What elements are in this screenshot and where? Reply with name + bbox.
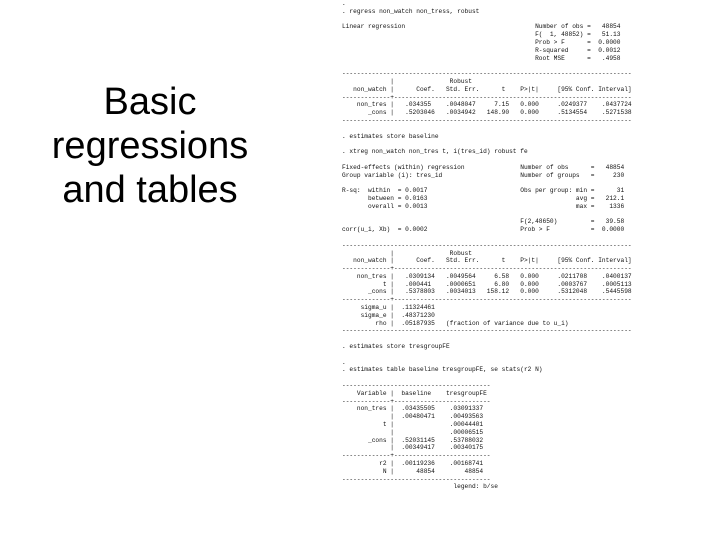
output-line [342, 62, 720, 70]
output-line: Root MSE = .4958 [342, 54, 621, 62]
output-line: -------------+---------------------------------------------------------------- [342, 265, 632, 273]
output-line: Linear regression Number of obs = 48854 [342, 23, 621, 31]
output-line: rho | .05187935 (fraction of variance due to u_i) [342, 319, 569, 327]
output-line: corr(u_i, Xb) = 0.0002 Prob > F = 0.0000 [342, 226, 625, 234]
output-line [342, 179, 720, 187]
output-line: | .00480471 .00493563 [342, 413, 484, 421]
output-line [342, 125, 720, 133]
output-line: . xtreg non_watch non_tres t, i(tres_id) robust fe [342, 148, 528, 156]
output-line: R-squared = 0.0012 [342, 46, 621, 54]
output-line: -------------+-------------------------- [342, 397, 491, 405]
output-line: ------------------------------------------------------------------------------ [342, 327, 632, 335]
output-line [342, 211, 720, 219]
output-line [342, 374, 720, 382]
output-line: . estimates table baseline tresgroupFE, se stats(r2 N) [342, 366, 543, 374]
output-line [342, 351, 720, 359]
output-line: r2 | .00119236 .00168741 [342, 460, 484, 468]
slide-title [30, 80, 270, 212]
output-line [342, 335, 720, 343]
output-line: t | .00044401 [342, 421, 484, 429]
output-line: ------------------------------------------------------------------------------ [342, 241, 632, 249]
stata-output-panel [342, 0, 720, 540]
output-line: legend: b/se [342, 483, 498, 491]
output-line [342, 156, 720, 164]
output-line: -------------+-------------------------- [342, 452, 491, 460]
output-line: non_watch | Coef. Std. Err. t P>|t| [95% Conf. Interval] [342, 85, 632, 93]
output-line: overall = 0.0013 max = 1336 [342, 202, 625, 210]
output-line: | Robust [342, 249, 472, 257]
output-line: non_tres | .0309134 .0049564 6.58 0.000 .0211708 .0400137 [342, 272, 632, 280]
output-line: t | .000441 .0000651 6.80 0.000 .0003767 .0005113 [342, 280, 632, 288]
output-line: . [342, 0, 346, 7]
output-line: . estimates store tresgroupFE [342, 343, 450, 351]
output-line [342, 234, 720, 242]
output-line: _cons | .5203046 .0034942 148.90 0.000 .5134554 .5271538 [342, 109, 632, 117]
output-line: -------------+---------------------------------------------------------------- [342, 93, 632, 101]
output-line: ------------------------------------------------------------------------------ [342, 70, 632, 78]
slide-title-line-2: regressions [51, 125, 249, 167]
output-line: Group variable (i): tres_id Number of groups = 230 [342, 171, 625, 179]
output-line: Fixed-effects (within) regression Number of obs = 48854 [342, 163, 625, 171]
output-line: N | 48854 48854 [342, 467, 484, 475]
output-line: -------------+---------------------------------------------------------------- [342, 296, 632, 304]
slide-title-line-3: and tables [62, 169, 238, 211]
output-line: Prob > F = 0.0000 [342, 38, 621, 46]
output-line: R-sq: within = 0.0017 Obs per group: min = 31 [342, 187, 625, 195]
output-line: non_tres | .03435505 .03091337 [342, 405, 484, 413]
output-line: . estimates store baseline [342, 132, 439, 140]
output-line: non_tres | .034355 .0048047 7.15 0.000 .0249377 .0437724 [342, 101, 632, 109]
output-line: ---------------------------------------- [342, 475, 491, 483]
output-line: | .00006515 [342, 428, 484, 436]
output-line: non_watch | Coef. Std. Err. t P>|t| [95% Conf. Interval] [342, 257, 632, 265]
output-line: Variable | baseline tresgroupFE [342, 389, 487, 397]
output-line: | Robust [342, 77, 472, 85]
slide-title-line-1: Basic [103, 81, 197, 123]
output-line: ---------------------------------------- [342, 382, 491, 390]
output-line: sigma_u | .11324461 [342, 304, 435, 312]
output-line: ------------------------------------------------------------------------------ [342, 116, 632, 124]
output-line: F(2,48650) = 39.58 [342, 218, 625, 226]
output-line: F( 1, 48852) = 51.13 [342, 31, 621, 39]
output-line: | .00349417 .00340175 [342, 444, 484, 452]
output-line: between = 0.0163 avg = 212.1 [342, 194, 625, 202]
output-line: _cons | .52031145 .53788032 [342, 436, 484, 444]
output-line: . regress non_watch non_tress, robust [342, 7, 480, 15]
output-line [342, 16, 720, 24]
output-line: _cons | .5378803 .0034013 158.12 0.000 .5312048 .5445598 [342, 288, 632, 296]
output-line [342, 140, 720, 148]
output-line: sigma_e | .48371230 [342, 311, 435, 319]
output-line: . [342, 358, 346, 366]
